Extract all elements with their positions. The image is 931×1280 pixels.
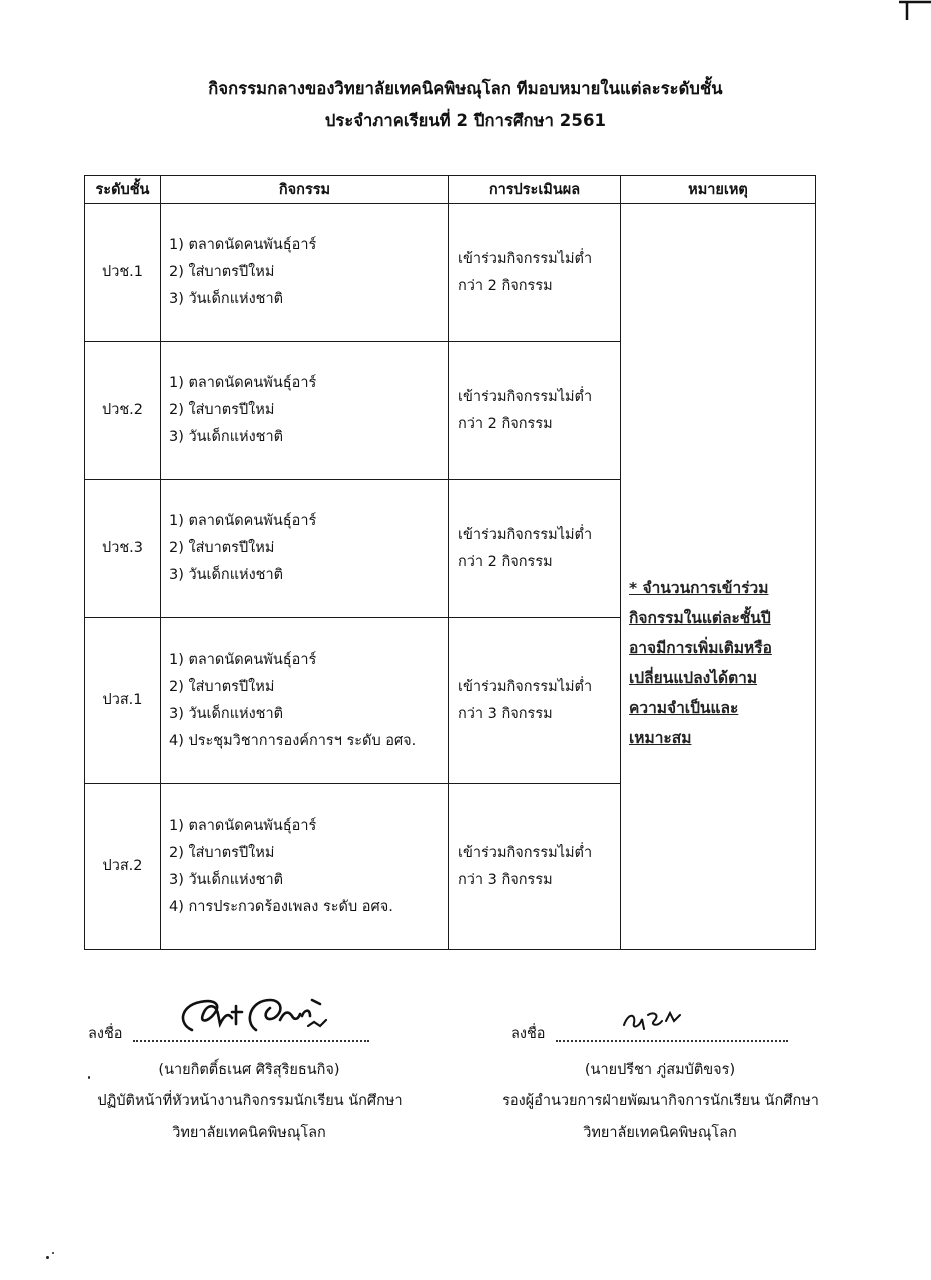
table-row xyxy=(85,204,816,342)
sign-label: ลงชื่อ xyxy=(511,1026,546,1042)
evaluation-cell xyxy=(449,784,621,950)
activity-item: 2) ใส่บาตรปีใหม่ xyxy=(169,264,275,280)
signatory-position: รองผู้อำนวยการฝ่ายพัฒนากิจการนักเรียน นักศึกษา xyxy=(502,1093,819,1109)
note-line: * จำนวนการเข้าร่วม xyxy=(629,578,769,597)
scan-speck xyxy=(46,1256,49,1259)
signatory-organization: วิทยาลัยเทคนิคพิษณุโลก xyxy=(583,1125,737,1141)
signatory-organization: วิทยาลัยเทคนิคพิษณุโลก xyxy=(172,1125,326,1141)
scan-corner-mark xyxy=(897,0,931,22)
activity-item: 4) ประชุมวิชาการองค์การฯ ระดับ อศจ. xyxy=(169,732,417,749)
activity-item: 1) ตลาดนัดคนพันธุ์อาร์ xyxy=(169,237,317,253)
column-header-level: ระดับชั้น xyxy=(85,176,161,204)
signatory-name: (นายปรีชา ภู่สมบัติขจร) xyxy=(584,1062,736,1078)
activity-item: 1) ตลาดนัดคนพันธุ์อาร์ xyxy=(169,513,317,529)
document-title: กิจกรรมกลางของวิทยาลัยเทคนิคพิษณุโลก ทีมอบหมายในแต่ละระดับชั้น xyxy=(208,79,723,98)
evaluation-text: กว่า 2 กิจกรรม xyxy=(458,277,553,294)
document-subtitle: ประจำภาคเรียนที่ 2 ปีการศึกษา 2561 xyxy=(324,111,607,130)
activities-cell xyxy=(161,480,449,618)
activity-item: 2) ใส่บาตรปีใหม่ xyxy=(169,540,275,556)
activities-cell xyxy=(161,784,449,950)
activity-item: 3) วันเด็กแห่งชาติ xyxy=(169,705,284,722)
sign-label: ลงชื่อ xyxy=(88,1026,123,1042)
evaluation-text: กว่า 3 กิจกรรม xyxy=(458,705,553,722)
activities-cell xyxy=(161,618,449,784)
level-cell: ปวส.2 xyxy=(85,784,161,950)
activity-item: 4) การประกวดร้องเพลง ระดับ อศจ. xyxy=(169,898,393,915)
evaluation-text: เข้าร่วมกิจกรรมไม่ต่ำ xyxy=(458,844,593,861)
activity-item: 3) วันเด็กแห่งชาติ xyxy=(169,291,284,307)
signatory-name: (นายกิตติ์ธเนศ ศิริสุริยธนกิจ) xyxy=(158,1062,340,1078)
column-header-activities: กิจกรรม xyxy=(161,176,449,204)
level-cell: ปวช.1 xyxy=(85,204,161,342)
evaluation-text: เข้าร่วมกิจกรรมไม่ต่ำ xyxy=(458,678,593,695)
note-line: เหมาะสม xyxy=(629,728,692,747)
evaluation-text: เข้าร่วมกิจกรรมไม่ต่ำ xyxy=(458,250,593,267)
scan-speck xyxy=(88,1076,90,1079)
table-header-row xyxy=(85,176,816,204)
activity-item: 2) ใส่บาตรปีใหม่ xyxy=(169,678,275,695)
evaluation-text: เข้าร่วมกิจกรรมไม่ต่ำ xyxy=(458,526,593,543)
activities-cell xyxy=(161,342,449,480)
handwritten-signature xyxy=(618,1003,688,1035)
activity-item: 1) ตลาดนัดคนพันธุ์อาร์ xyxy=(169,375,317,391)
evaluation-cell xyxy=(449,342,621,480)
evaluation-cell xyxy=(449,480,621,618)
activities-table xyxy=(84,175,816,950)
signature-line xyxy=(556,1040,788,1042)
evaluation-cell xyxy=(449,618,621,784)
handwritten-signature xyxy=(170,990,340,1042)
note-line: กิจกรรมในแต่ละชั้นปี xyxy=(629,608,771,627)
evaluation-text: เข้าร่วมกิจกรรมไม่ต่ำ xyxy=(458,388,593,405)
activity-item: 2) ใส่บาตรปีใหม่ xyxy=(169,844,275,861)
column-header-evaluation: การประเมินผล xyxy=(449,176,621,204)
evaluation-text: กว่า 3 กิจกรรม xyxy=(458,871,553,888)
activity-item: 1) ตลาดนัดคนพันธุ์อาร์ xyxy=(169,817,317,834)
note-text xyxy=(629,573,805,753)
activities-cell xyxy=(161,204,449,342)
activity-item: 3) วันเด็กแห่งชาติ xyxy=(169,871,284,888)
note-line: อาจมีการเพิ่มเติมหรือ xyxy=(629,638,772,657)
activity-item: 3) วันเด็กแห่งชาติ xyxy=(169,429,284,445)
level-cell: ปวช.3 xyxy=(85,480,161,618)
note-line: เปลี่ยนแปลงได้ตาม xyxy=(629,668,758,687)
evaluation-cell xyxy=(449,204,621,342)
evaluation-text: กว่า 2 กิจกรรม xyxy=(458,415,553,432)
scan-speck xyxy=(52,1252,54,1254)
level-cell: ปวช.2 xyxy=(85,342,161,480)
note-line: ความจำเป็นและ xyxy=(629,698,739,717)
activity-item: 3) วันเด็กแห่งชาติ xyxy=(169,567,284,583)
evaluation-text: กว่า 2 กิจกรรม xyxy=(458,553,553,570)
activity-item: 1) ตลาดนัดคนพันธุ์อาร์ xyxy=(169,651,317,668)
activity-item: 2) ใส่บาตรปีใหม่ xyxy=(169,402,275,418)
note-cell xyxy=(621,204,816,950)
column-header-note: หมายเหตุ xyxy=(621,176,816,204)
signatory-position: ปฏิบัติหน้าที่หัวหน้างานกิจกรรมนักเรียน นักศึกษา xyxy=(97,1093,403,1109)
level-cell: ปวส.1 xyxy=(85,618,161,784)
